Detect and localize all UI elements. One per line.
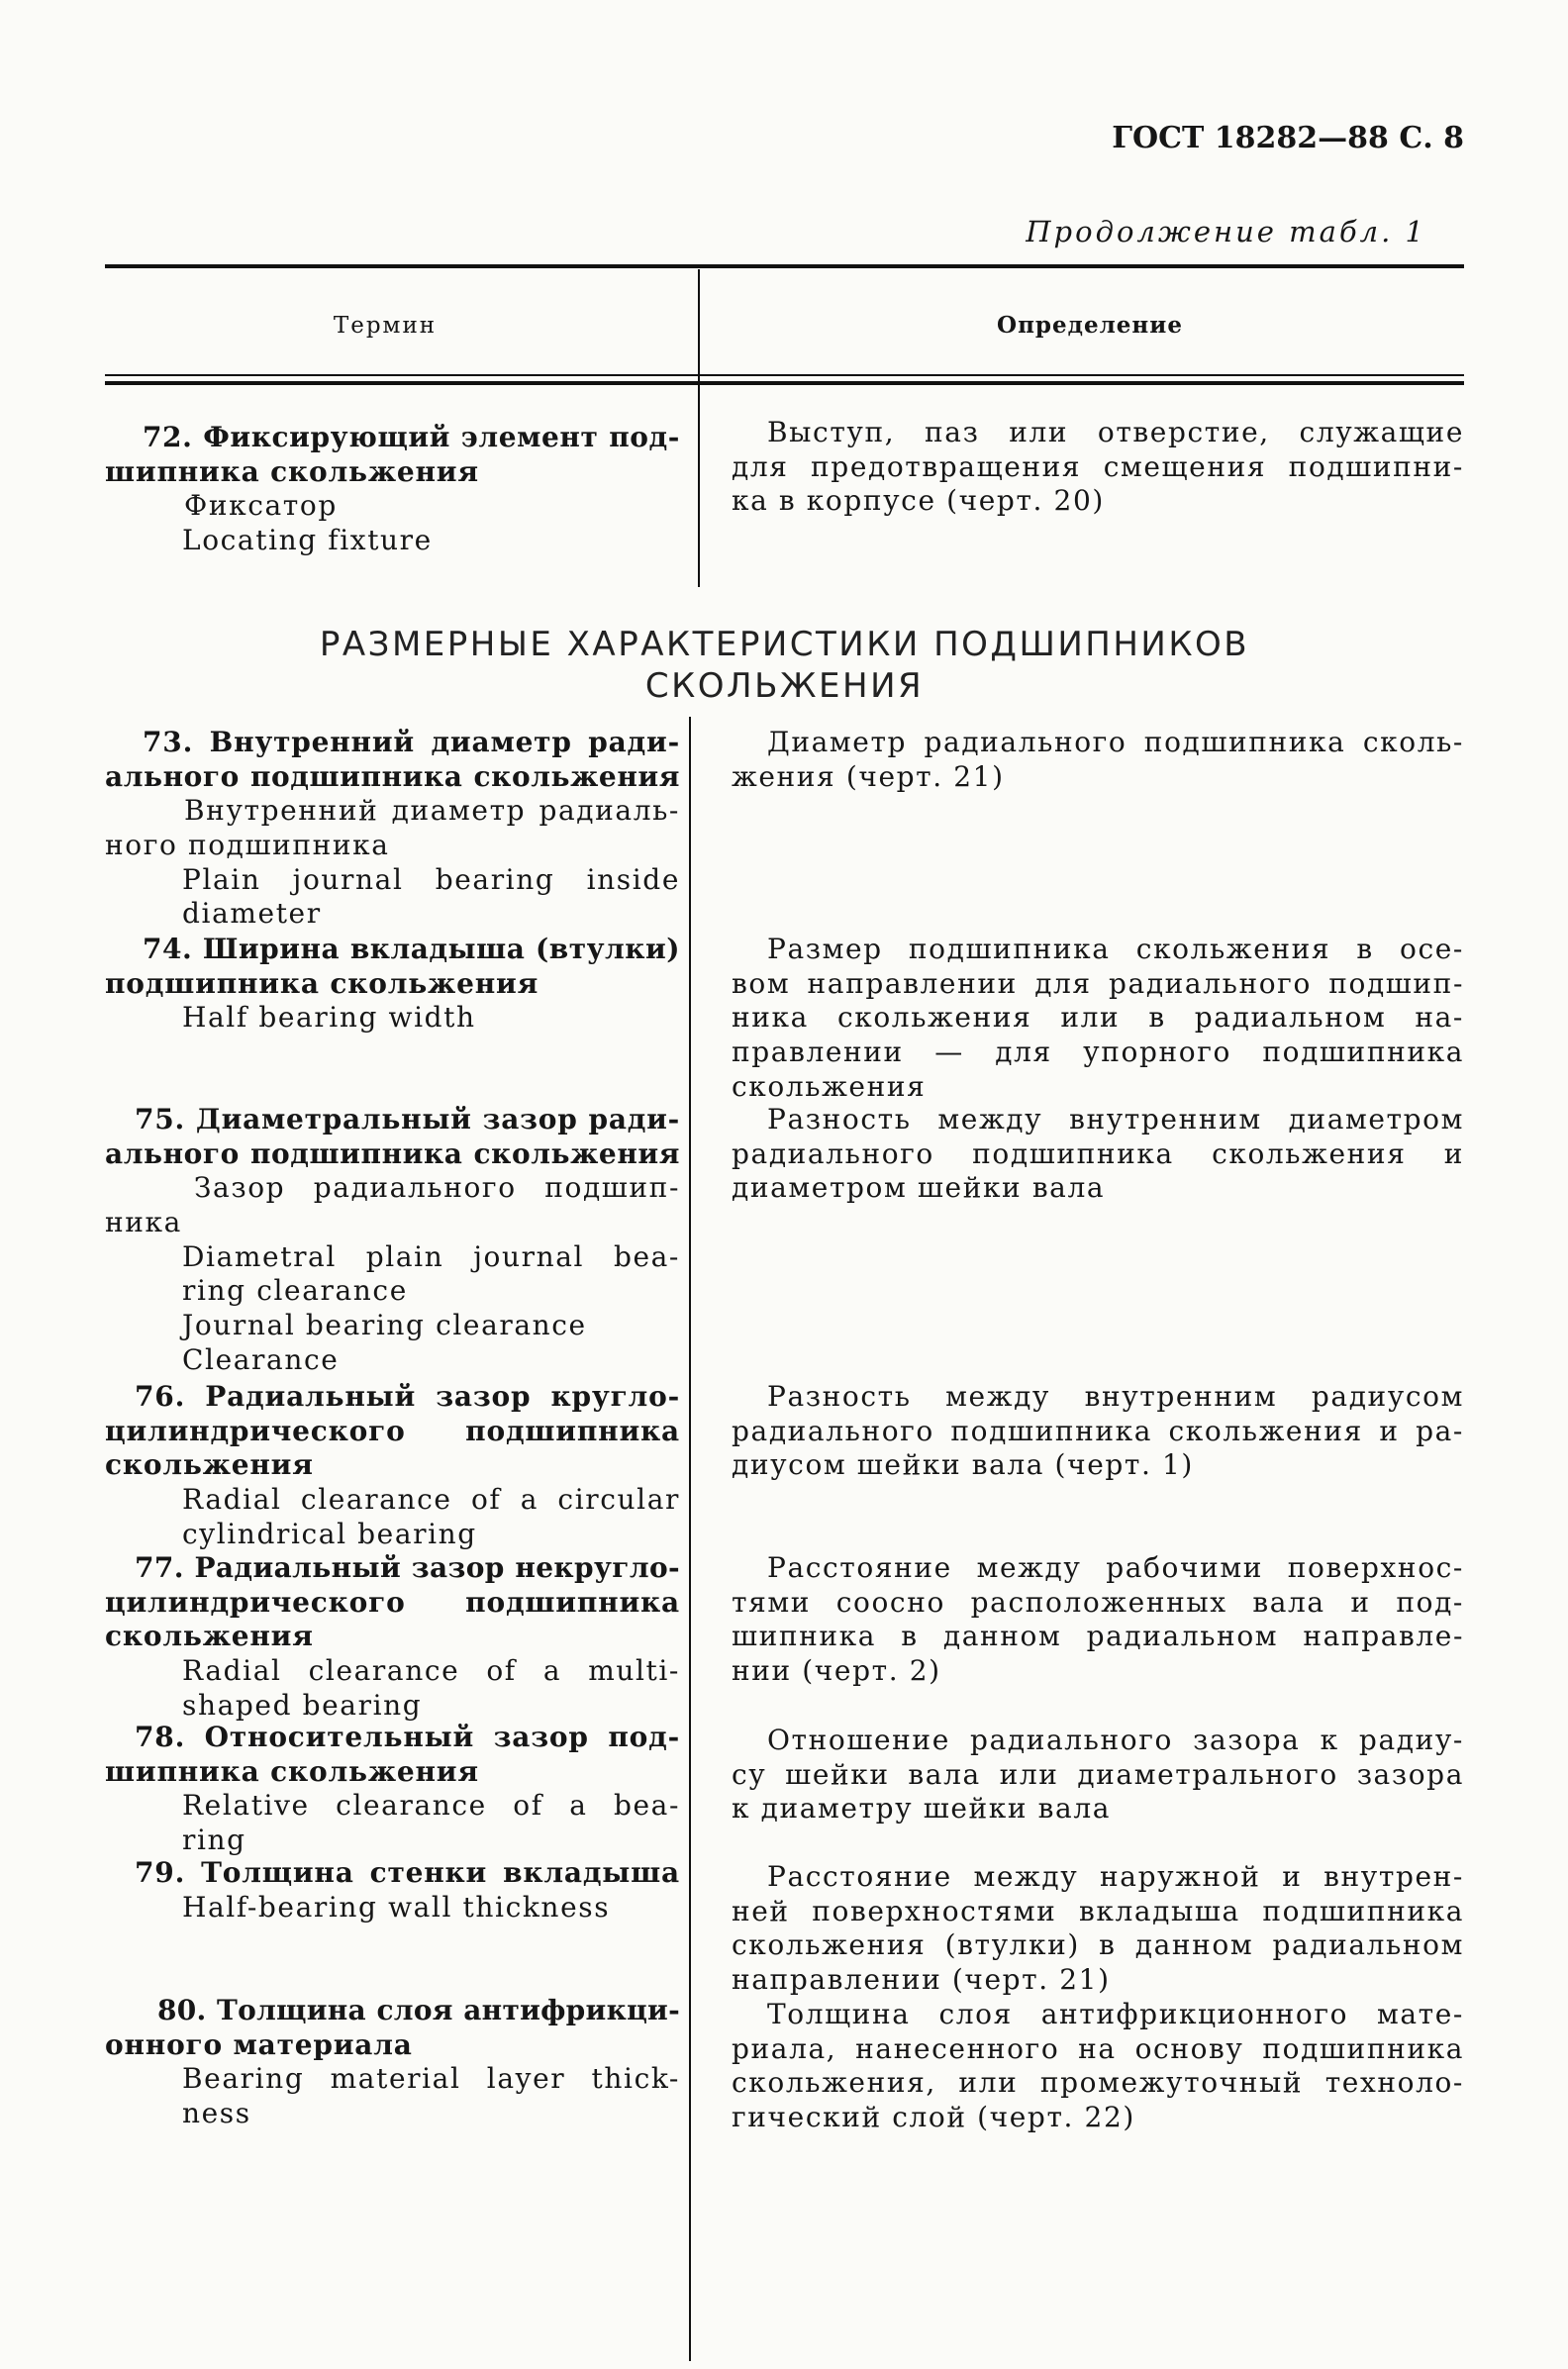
definition-cell <box>732 1860 1464 1998</box>
definition-line: Отношение радиального зазора к радиу- <box>767 1724 1464 1756</box>
term-name-line: шипника скольжения <box>105 454 479 488</box>
term-english-line: ring clearance <box>182 1274 408 1308</box>
term-english-line: diameter <box>182 897 322 931</box>
table-top-rule <box>105 264 1464 268</box>
term-cell <box>105 726 680 932</box>
term-english-line: Journal bearing clearance <box>182 1309 587 1342</box>
definition-line: Выступ, паз или отверстие, служащие <box>767 416 1464 448</box>
term-english-line: Bearing material layer thick- <box>182 2062 680 2096</box>
definition-line: диусом шейки вала (черт. 1) <box>732 1448 1194 1482</box>
definition-cell <box>732 933 1464 1104</box>
table-row-73 <box>0 726 1568 931</box>
definition-line: Толщина слоя антифрикционного мате- <box>767 1998 1464 2030</box>
definition-line: скольжения (втулки) в данном радиальном <box>732 1928 1464 1962</box>
term-english-line: cylindrical bearing <box>182 1517 477 1550</box>
term-name-line: 79. Толщина стенки вкладыша <box>135 1856 680 1889</box>
term-english-line: ring <box>182 1824 246 1857</box>
document-reference: ГОСТ 18282—88 С. 8 <box>1112 121 1464 155</box>
term-cell <box>105 1551 680 1723</box>
definition-line: ней поверхностями вкладыша подшипника <box>732 1894 1464 1927</box>
term-name-line: 80. Толщина слоя антифрикци- <box>157 1994 680 2026</box>
table-row-77 <box>0 1551 1568 1722</box>
term-english-line: Locating fixture <box>182 524 433 557</box>
table-row-76 <box>0 1380 1568 1550</box>
definition-cell <box>732 726 1464 794</box>
definition-line: тями соосно расположенных вала и под- <box>732 1585 1464 1619</box>
term-cell <box>105 1856 680 1925</box>
definition-line: жения (черт. 21) <box>732 759 1005 793</box>
term-english-line: Relative clearance of a bea- <box>182 1789 680 1823</box>
definition-cell <box>732 1998 1464 2135</box>
term-name-line: 73. Внутренний диаметр ради- <box>143 726 680 758</box>
definition-line: радиального подшипника скольжения и ра- <box>732 1414 1464 1447</box>
term-name-line: подшипника скольжения <box>105 966 539 1000</box>
section-title-line: РАЗМЕРНЫЕ ХАРАКТЕРИСТИКИ ПОДШИПНИКОВ <box>319 625 1250 664</box>
definition-line: риала, нанесенного на основу подшипника <box>732 2031 1464 2065</box>
term-name-line: ального подшипника скольжения <box>105 1136 680 1170</box>
term-name-line: цилиндрического подшипника <box>105 1414 680 1447</box>
definition-line: Расстояние между рабочими поверхнос- <box>767 1551 1464 1584</box>
table-row-75 <box>0 1103 1568 1376</box>
term-name-line: 76. Радиальный зазор кругло- <box>135 1380 680 1413</box>
definition-line: Разность между внутренним радиусом <box>767 1380 1464 1413</box>
definition-line: радиального подшипника скольжения и <box>732 1136 1464 1170</box>
section-title-line: СКОЛЬЖЕНИЯ <box>644 666 925 706</box>
term-cell <box>105 1721 680 1858</box>
term-english-line: Clearance <box>182 1342 340 1376</box>
term-cell <box>105 1103 680 1378</box>
table-row-79 <box>0 1856 1568 1997</box>
term-synonym-line: Внутренний диаметр радиаль- <box>184 794 680 828</box>
definition-cell <box>732 1380 1464 1483</box>
term-cell <box>105 1380 680 1551</box>
definition-line: диаметром шейки вала <box>732 1171 1106 1205</box>
section-title <box>105 624 1464 707</box>
term-english-line: ness <box>182 2097 251 2130</box>
definition-cell <box>732 416 1464 519</box>
term-name-line: 77. Радиальный зазор некругло- <box>135 1551 680 1584</box>
column-divider-main <box>689 717 691 2361</box>
definition-line: Разность между внутренним диаметром <box>767 1103 1464 1135</box>
column-header-term: Термин <box>333 313 438 339</box>
definition-line: к диаметру шейки вала <box>732 1792 1111 1826</box>
term-cell <box>105 1994 680 2131</box>
term-name-line: 74. Ширина вкладыша (втулки) <box>143 933 680 965</box>
definition-line: направлении (черт. 21) <box>732 1963 1111 1997</box>
definition-line: нии (черт. 2) <box>732 1654 941 1688</box>
term-cell <box>105 933 680 1036</box>
definition-cell <box>732 1551 1464 1689</box>
table-row-72 <box>0 416 1568 557</box>
table-row-74 <box>0 933 1568 1103</box>
term-name-line: скольжения <box>105 1620 314 1653</box>
term-english-line: Half-bearing wall thickness <box>182 1890 611 1924</box>
definition-line: Размер подшипника скольжения в осе- <box>767 933 1464 965</box>
term-synonym-line: Зазор радиального подшип- <box>194 1171 680 1205</box>
term-english-line: Diametral plain journal bea- <box>182 1239 680 1273</box>
definition-line: Диаметр радиального подшипника сколь- <box>767 726 1464 758</box>
definition-line: вом направлении для радиального подшип- <box>732 966 1464 1000</box>
definition-line: шипника в данном радиальном направле- <box>732 1620 1464 1653</box>
term-name-line: 72. Фиксирующий элемент под- <box>143 421 680 453</box>
table-row-78 <box>0 1721 1568 1857</box>
definition-line: скольжения <box>732 1069 927 1103</box>
definition-line: скольжения, или промежуточный техноло- <box>732 2066 1464 2100</box>
term-english-line: Plain journal bearing inside <box>182 862 680 896</box>
table-row-80 <box>0 1994 1568 2134</box>
term-name-line: ального подшипника скольжения <box>105 759 680 793</box>
term-name-line: 78. Относительный зазор под- <box>135 1721 680 1753</box>
term-english-line: Half bearing width <box>182 1001 476 1035</box>
column-header-definition: Определение <box>997 312 1183 339</box>
term-english-line: shaped bearing <box>182 1688 423 1722</box>
definition-line: гический слой (черт. 22) <box>732 2101 1135 2134</box>
term-english-line: Radial clearance of a multi- <box>182 1654 680 1688</box>
definition-cell <box>732 1103 1464 1206</box>
term-synonym-line: ника <box>105 1206 182 1239</box>
definition-line: правлении — для упорного подшипника <box>732 1036 1464 1069</box>
term-name-line: онного материала <box>105 2027 413 2061</box>
definition-line: су шейки вала или диаметрального зазора <box>732 1757 1464 1791</box>
term-synonym-line: Фиксатор <box>184 489 338 523</box>
definition-line: ка в корпусе (черт. 20) <box>732 484 1105 518</box>
term-name-line: 75. Диаметральный зазор ради- <box>135 1103 680 1135</box>
term-name-line: шипника скольжения <box>105 1754 479 1788</box>
term-english-line: Radial clearance of a circular <box>182 1483 680 1517</box>
header-rule-thick <box>105 381 1464 385</box>
definition-cell <box>732 1724 1464 1826</box>
header-rule-thin <box>105 374 1464 376</box>
term-name-line: цилиндрического подшипника <box>105 1585 680 1619</box>
term-name-line: скольжения <box>105 1448 314 1482</box>
table-continuation-note: Продолжение табл. 1 <box>1026 215 1426 248</box>
definition-line: ника скольжения или в радиальном на- <box>732 1001 1464 1035</box>
term-cell <box>105 421 680 558</box>
definition-line: для предотвращения смещения подшипни- <box>732 449 1464 483</box>
definition-line: Расстояние между наружной и внутрен- <box>767 1860 1464 1893</box>
term-synonym-line: ного подшипника <box>105 829 390 862</box>
